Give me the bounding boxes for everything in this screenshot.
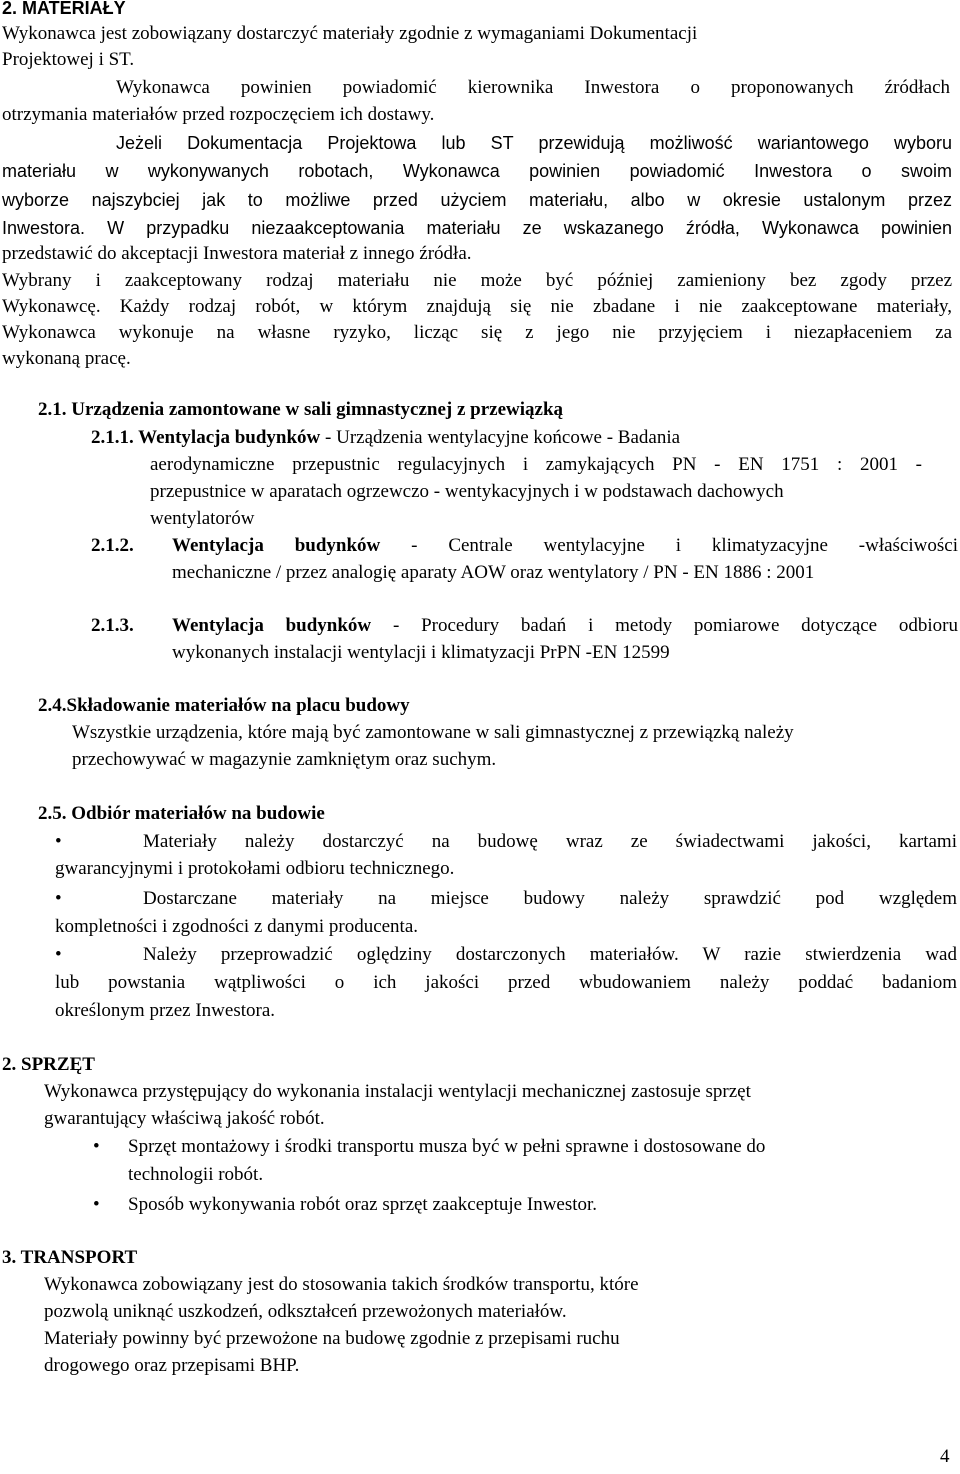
paragraph-line: Wykonawca przystępujący do wykonania instalacji wentylacji mechanicznej zastosuje sprzęt xyxy=(44,1081,751,1102)
item-title: 2.1.1. Wentylacja budynków xyxy=(91,427,321,448)
bullet-icon: • xyxy=(93,1194,100,1215)
item-number: 2.1.2. xyxy=(91,535,134,556)
paragraph-line: mechaniczne / przez analogię aparaty AOW oraz wentylatory / PN - EN 1886 : 2001 xyxy=(172,562,815,583)
list-item-2-1-1 xyxy=(91,427,680,449)
bullet-icon: • xyxy=(55,888,62,909)
paragraph-line: materiału w wykonywanych robotach, Wykonawca powinien powiadomić Inwestora o swoim xyxy=(2,161,952,181)
paragraph-line: Wykonawca jest zobowiązany dostarczyć materiały zgodnie z wymaganiami Dokumentacji xyxy=(2,23,698,44)
list-item-2-1-3 xyxy=(172,615,958,637)
paragraph-line: drogowego oraz przepisami BHP. xyxy=(44,1355,300,1376)
paragraph-line: Sprzęt montażowy i środki transportu musza być w pełni sprawne i dostosowane do xyxy=(128,1136,766,1157)
subsection-heading-2-5: 2.5. Odbiór materiałów na budowie xyxy=(38,803,325,824)
paragraph-line: Sposób wykonywania robót oraz sprzęt zaakceptuje Inwestor. xyxy=(128,1194,598,1215)
bullet-icon: • xyxy=(93,1136,100,1157)
paragraph-line: gwarancyjnymi i protokołami odbioru technicznego. xyxy=(55,858,455,879)
paragraph-line: kompletności i zgodności z danymi producenta. xyxy=(55,916,419,937)
paragraph-line: przedstawić do akceptacji Inwestora materiał z innego źródła. xyxy=(2,243,472,264)
item-text: - Procedury badań i metody pomiarowe dotyczące odbioru xyxy=(371,615,959,636)
paragraph-line: otrzymania materiałów przed rozpoczęciem ich dostawy. xyxy=(2,104,435,125)
paragraph-line: Wszystkie urządzenia, które mają być zamontowane w sali gimnastycznej z przewiązką należy xyxy=(72,722,794,743)
paragraph-line: określonym przez Inwestora. xyxy=(55,1000,276,1021)
bullet-icon: • xyxy=(55,944,62,965)
paragraph-line: lub powstania wątpliwości o ich jakości przed wbudowaniem należy poddać badaniom xyxy=(55,972,957,993)
subsection-heading-2-1: 2.1. Urządzenia zamontowane w sali gimnastycznej z przewiązką xyxy=(38,399,564,420)
item-title: Wentylacja budynków xyxy=(172,535,381,556)
section-heading-sprzet: 2. SPRZĘT xyxy=(2,1054,95,1075)
paragraph-line: Inwestora. W przypadku niezaakceptowania materiału ze wskazanego źródła, Wykonawca powinien xyxy=(2,218,952,238)
subsection-heading-2-4: 2.4.Składowanie materiałów na placu budowy xyxy=(38,695,410,716)
item-text: - Urządzenia wentylacyjne końcowe - Badania xyxy=(320,427,681,448)
paragraph-line: gwarantujący właściwą jakość robót. xyxy=(44,1108,325,1129)
paragraph-line: aerodynamiczne przepustnic regulacyjnych i zamykających PN - EN 1751 : 2001 - xyxy=(150,454,922,475)
section-heading-transport: 3. TRANSPORT xyxy=(2,1247,138,1268)
paragraph-line: przepustnice w aparatach ogrzewczo - wentykacyjnych i w podstawach dachowych xyxy=(150,481,784,502)
list-item-2-1-2 xyxy=(172,535,958,557)
paragraph-line: Wykonawca powinien powiadomić kierownika Inwestora o proponowanych źródłach xyxy=(116,77,950,98)
paragraph-line: Materiały należy dostarczyć na budowę wraz ze świadectwami jakości, kartami xyxy=(143,831,957,852)
paragraph-line: pozwolą uniknąć uszkodzeń, odkształceń przewożonych materiałów. xyxy=(44,1301,567,1322)
page-number: 4 xyxy=(940,1446,950,1467)
paragraph-line: Dostarczane materiały na miejsce budowy należy sprawdzić pod względem xyxy=(143,888,957,909)
paragraph-line: Należy przeprowadzić oględziny dostarczonych materiałów. W razie stwierdzenia wad xyxy=(143,944,957,965)
paragraph-line: wyborze najszybciej jak to możliwe przed użyciem materiału, albo w okresie ustalonym przez xyxy=(2,190,952,210)
section-heading-materialy: 2. MATERIAŁY xyxy=(2,0,126,18)
paragraph-line: Wykonawcę. Każdy rodzaj robót, w którym znajdują się nie zbadane i nie zaakceptowane materiały, xyxy=(2,296,952,317)
paragraph-line: przechowywać w magazynie zamkniętym oraz suchym. xyxy=(72,749,497,770)
item-text: - Centrale wentylacyjne i klimatyzacyjne -właściwości xyxy=(380,535,958,556)
paragraph-line: wentylatorów xyxy=(150,508,255,529)
paragraph-line: Wykonawca wykonuje na własne ryzyko, licząc się z jego nie przyjęciem i niezapłaceniem za xyxy=(2,322,952,343)
paragraph-line: wykonaną pracę. xyxy=(2,348,131,369)
paragraph-line: Wykonawca zobowiązany jest do stosowania takich środków transportu, które xyxy=(44,1274,639,1295)
item-title: Wentylacja budynków xyxy=(172,615,372,636)
item-number: 2.1.3. xyxy=(91,615,134,636)
paragraph-line: Projektowej i ST. xyxy=(2,49,135,70)
bullet-icon: • xyxy=(55,831,62,852)
paragraph-line: Jeżeli Dokumentacja Projektowa lub ST przewidują możliwość wariantowego wyboru xyxy=(116,133,952,153)
paragraph-line: wykonanych instalacji wentylacji i klimatyzacji PrPN -EN 12599 xyxy=(172,642,670,663)
paragraph-line: Materiały powinny być przewożone na budowę zgodnie z przepisami ruchu xyxy=(44,1328,620,1349)
paragraph-line: Wybrany i zaakceptowany rodzaj materiału nie może być później zamieniony bez zgody przez xyxy=(2,270,952,291)
paragraph-line: technologii robót. xyxy=(128,1164,264,1185)
